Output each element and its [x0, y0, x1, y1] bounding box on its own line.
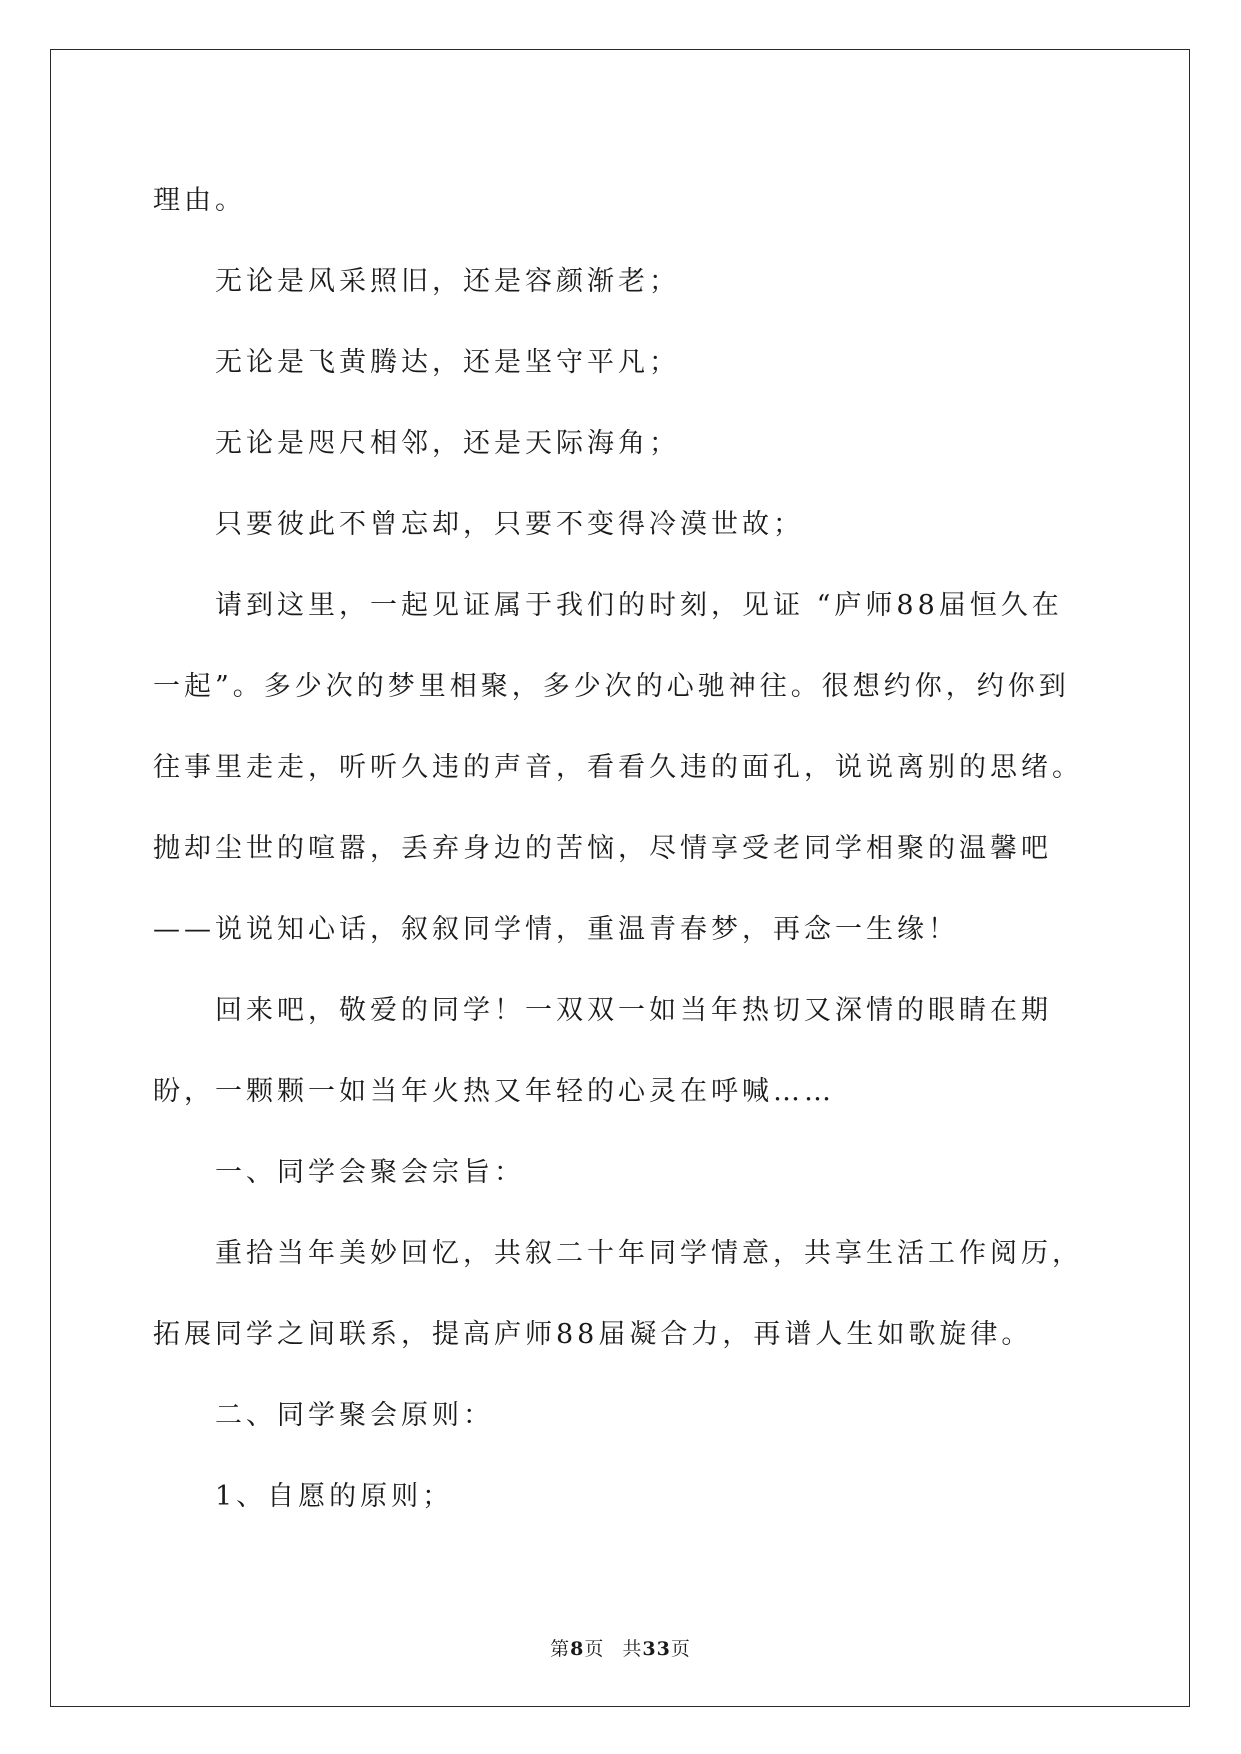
paragraph-call: 回来吧，敬爱的同学！一双双一如当年热切又深情的眼睛在期盼，一颗颗一如当年火热又年轻的心灵在呼喊…… [153, 995, 1052, 1107]
paragraph-line-2: 无论是飞黄腾达，还是坚守平凡； [215, 347, 680, 378]
total-prefix: 共 [622, 1638, 643, 1660]
paragraph-line-1: 无论是风采照旧，还是容颜渐老； [215, 266, 680, 297]
paragraph-continuation: 理由。 [153, 185, 246, 216]
document-body [153, 160, 1093, 1537]
principle-item-1: 1、自愿的原则； [215, 1481, 454, 1512]
page-suffix: 页 [584, 1638, 605, 1660]
section-heading-principles: 二、同学聚会原则： [215, 1400, 494, 1431]
page-footer [0, 1634, 1241, 1661]
total-suffix: 页 [670, 1638, 691, 1660]
paragraph-purpose: 重拾当年美妙回忆，共叙二十年同学情意，共享生活工作阅历，拓展同学之间联系，提高庐师88届凝合力，再谱人生如歌旋律。 [153, 1238, 1083, 1350]
page-prefix: 第 [550, 1638, 571, 1660]
total-pages: 33 [642, 1638, 671, 1660]
paragraph-line-4: 只要彼此不曾忘却，只要不变得冷漠世故； [215, 509, 804, 540]
paragraph-line-3: 无论是咫尺相邻，还是天际海角； [215, 428, 680, 459]
section-heading-purpose: 一、同学会聚会宗旨： [215, 1157, 525, 1188]
page-number: 8 [570, 1638, 585, 1660]
paragraph-invitation: 请到这里，一起见证属于我们的时刻，见证 “庐师88届恒久在一起”。多少次的梦里相聚，多少次的心驰神往。很想约你，约你到往事里走走，听听久违的声音，看看久违的面孔，说说离别的思绪。抛却尘世的喧嚣，丢弃身边的苦恼，尽情享受老同学相聚的温馨吧——说说知心话，叙叙同学情，重温青春梦，再念一生缘！ [153, 590, 1083, 945]
